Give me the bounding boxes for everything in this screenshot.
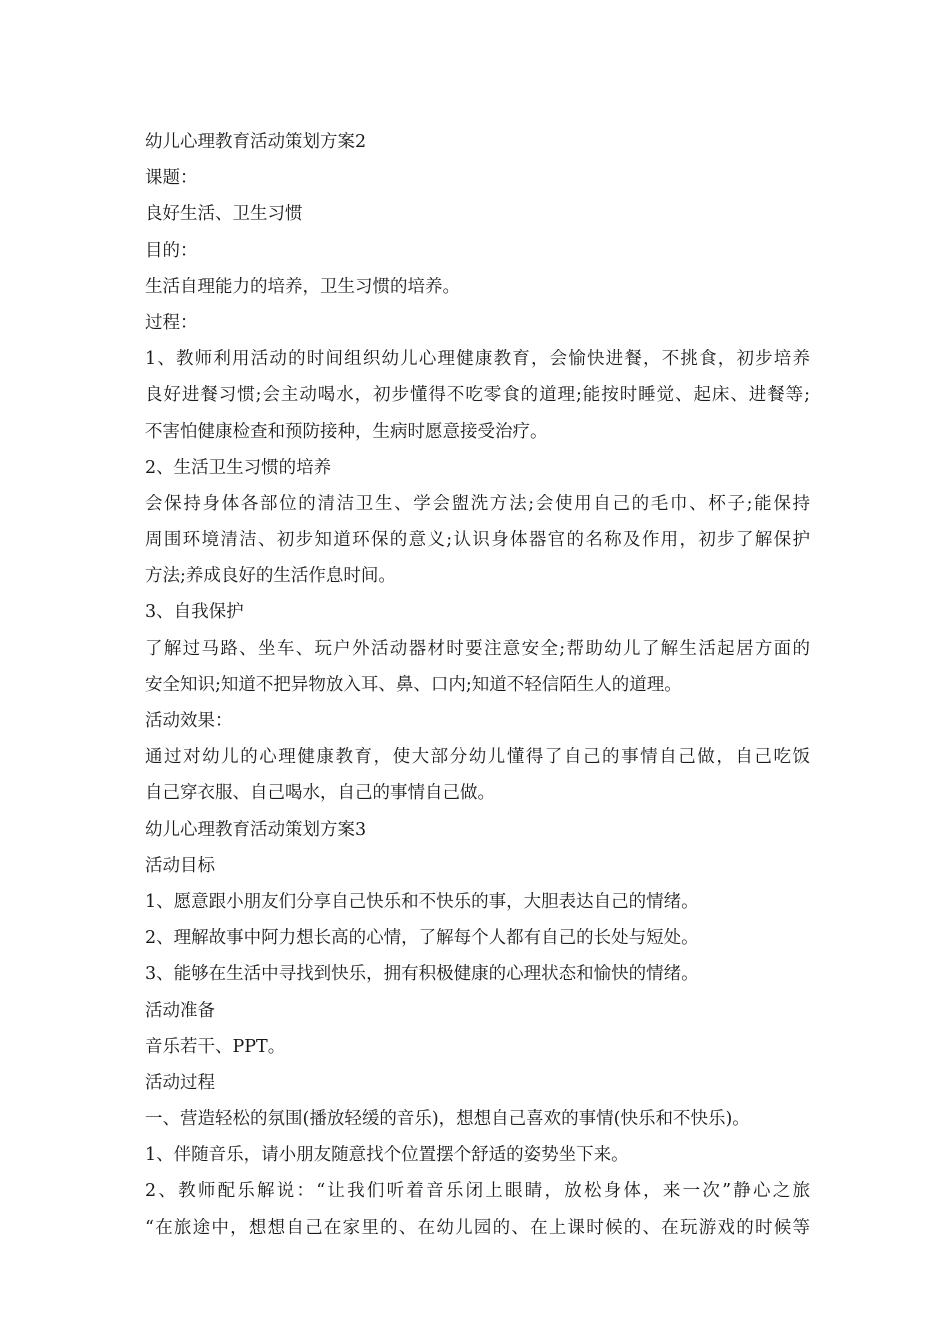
document-line: 方法;养成良好的生活作息时间。 (145, 566, 396, 587)
document-line: 会保持身体各部位的清洁卫生、学会盥洗方法;会使用自己的毛巾、杯子;能保持 (145, 493, 810, 514)
document-line: 安全知识;知道不把异物放入耳、鼻、口内;知道不轻信陌生人的道理。 (145, 674, 682, 695)
document-line: 过程： (145, 312, 198, 333)
document-line: 幼儿心理教育活动策划方案2 (145, 132, 367, 152)
document-line: 1、愿意跟小朋友们分享自己快乐和不快乐的事，大胆表达自己的情绪。 (145, 891, 699, 912)
document-line: 3、能够在生活中寻找到快乐，拥有积极健康的心理状态和愉快的情绪。 (145, 964, 699, 985)
document-line: 活动过程 (145, 1072, 215, 1093)
document-line: 通过对幼儿的心理健康教育，使大部分幼儿懂得了自己的事情自己做，自己吃饭 (145, 747, 810, 768)
document-line: 不害怕健康检查和预防接种，生病时愿意接受治疗。 (145, 421, 548, 442)
document-line: 幼儿心理教育活动策划方案3 (145, 819, 367, 840)
document-line: 活动效果： (145, 711, 233, 731)
document-line: 课题： (145, 168, 198, 189)
document-line: 良好生活、卫生习惯 (145, 204, 303, 225)
document-line: “在旅途中，想想自己在家里的、在幼儿园的、在上课时候的、在玩游戏的时候等 (145, 1217, 810, 1238)
document-line: 2、生活卫生习惯的培养 (145, 457, 332, 478)
document-line: 周围环境清洁、初步知道环保的意义;认识身体器官的名称及作用，初步了解保护 (145, 530, 810, 551)
document-line: 1、教师利用活动的时间组织幼儿心理健康教育，会愉快进餐，不挑食，初步培养 (145, 349, 810, 370)
document-line: 活动目标 (145, 855, 215, 876)
document-line: 3、自我保护 (145, 602, 244, 623)
document-body (145, 124, 810, 1246)
document-line: 1、伴随音乐，请小朋友随意找个位置摆个舒适的姿势坐下来。 (145, 1145, 629, 1166)
document-line: 良好进餐习惯;会主动喝水，初步懂得不吃零食的道理;能按时睡觉、起床、进餐等; (145, 385, 810, 406)
document-line: 自己穿衣服、自己喝水，自己的事情自己做。 (145, 783, 495, 804)
document-line: 一、营造轻松的氛围(播放轻缓的音乐)，想想自己喜欢的事情(快乐和不快乐)。 (145, 1109, 750, 1130)
document-line: 2、教师配乐解说：“让我们听着音乐闭上眼睛，放松身体，来一次”静心之旅 (145, 1181, 810, 1202)
document-line: 2、理解故事中阿力想长高的心情，了解每个人都有自己的长处与短处。 (145, 928, 699, 949)
document-line: 了解过马路、坐车、玩户外活动器材时要注意安全;帮助幼儿了解生活起居方面的 (145, 638, 810, 659)
document-line: 音乐若干、PPT。 (145, 1036, 286, 1057)
document-line: 目的： (145, 240, 198, 261)
document-line: 生活自理能力的培养，卫生习惯的培养。 (145, 276, 460, 297)
document-line: 活动准备 (145, 1000, 215, 1021)
